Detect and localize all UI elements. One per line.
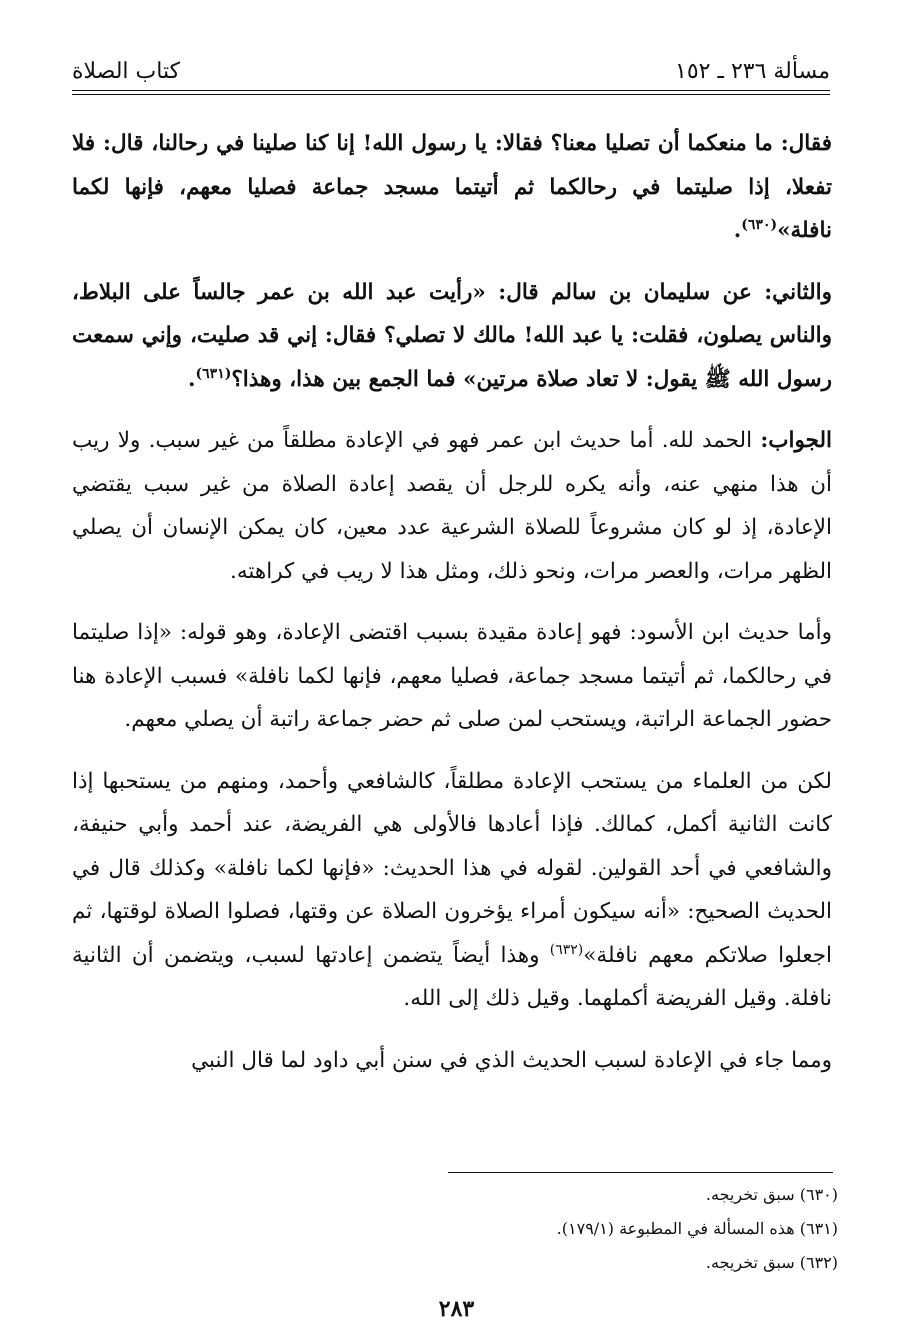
footnote-631: (٦٣١) هذه المسألة في المطبوعة (١٧٩/١). [556,1219,838,1238]
footnote-ref-632: (٦٣٢) [549,941,584,958]
footnotes [72,1178,838,1280]
footnote-630: (٦٣٠) سبق تخريجه. [705,1185,838,1204]
question-paragraph-1: فقال: ما منعكما أن تصليا معنا؟ فقالا: يا رسول الله! إنا كنا صلينا في رحالنا، قال: فلا تفعلا، إذا صليتما في رحالكما ثم أتيتما مسجد جماعة فصليا معهم، فإنها لكما نافلة»$^{(٦٣٠)}$. [72,131,832,243]
footnote-rule [448,1172,833,1173]
question-paragraph-2: والثاني: عن سليمان بن سالم قال: «رأيت عبد الله بن عمر جالساً على البلاط، والناس يصلون، فقلت: يا عبد الله! مالك لا تصلي؟ فقال: إني قد صليت، وإني سمعت رسول الله ﷺ يقول: لا تعاد صلاة مرتين» فما الجمع بين هذا، وهذا؟$^{(٦٣١)}$. [72,279,832,392]
body-text [72,122,832,1100]
answer-paragraph-4: ومما جاء في الإعادة لسبب الحديث الذي في سنن أبي داود لما قال النبي [191,1047,832,1073]
book-title: كتاب الصلاة [72,58,181,84]
running-header [72,52,830,90]
answer-paragraph-3: لكن من العلماء من يستحب الإعادة مطلقاً، كالشافعي وأحمد، ومنهم من يستحبها إذا كانت الثانية أكمل، كمالك. فإذا أعادها فالأولى هي الفريضة، عند أحمد وأبي حنيفة، والشافعي في أحد القولين. لقوله في هذا الحديث: «فإنها لكما نافلة» وكذلك قال في الحديث الصحيح: «أنه سيكون أمراء يؤخرون الصلاة عن وقتها، فصلوا الصلاة لوقتها، ثم اجعلوا صلاتكم معهم نافلة»$^{(٦٣٢)}$ وهذا أيضاً يتضمن إعادتها لسبب، ويتضمن أن الثانية نافلة. وقيل الفريضة أكملهما. وقيل ذلك إلى الله. [72,768,832,1011]
answer-paragraph-2: وأما حديث ابن الأسود: فهو إعادة مقيدة بسبب اقتضى الإعادة، وهو قوله: «إذا صليتما في رحالكما، ثم أتيتما مسجد جماعة، فصليا معهم، فإنها لكما نافلة» فسبب الإعادة هنا حضور الجماعة الراتبة، ويستحب لمن صلى ثم حضر جماعة راتبة أن يصلي معهم. [72,620,832,732]
header-rule-thin [72,94,830,95]
answer-paragraph-1: الجواب: الحمد لله. أما حديث ابن عمر فهو في الإعادة مطلقاً من غير سبب. ولا ريب أن هذا منهي عنه، وأنه يكره للرجل أن يقصد إعادة الصلاة من غير سبب يقتضي الإعادة، إذ لو كان مشروعاً للصلاة الشرعية عدد معين، كان يمكن الإنسان أن يصلي الظهر مرات، والعصر مرات، ونحو ذلك، ومثل هذا لا ريب في كراهته. [72,428,832,584]
footnote-632: (٦٣٢) سبق تخريجه. [705,1253,838,1272]
footnote-ref-630: (٦٣٠) [741,216,778,233]
page-number: ٢٨٣ [438,1296,475,1322]
header-rule [72,90,830,91]
issue-number: مسألة ٢٣٦ ـ ١٥٢ [675,58,830,84]
footnote-ref-631: (٦٣١) [195,365,232,382]
answer-label: الجواب: [760,428,832,453]
